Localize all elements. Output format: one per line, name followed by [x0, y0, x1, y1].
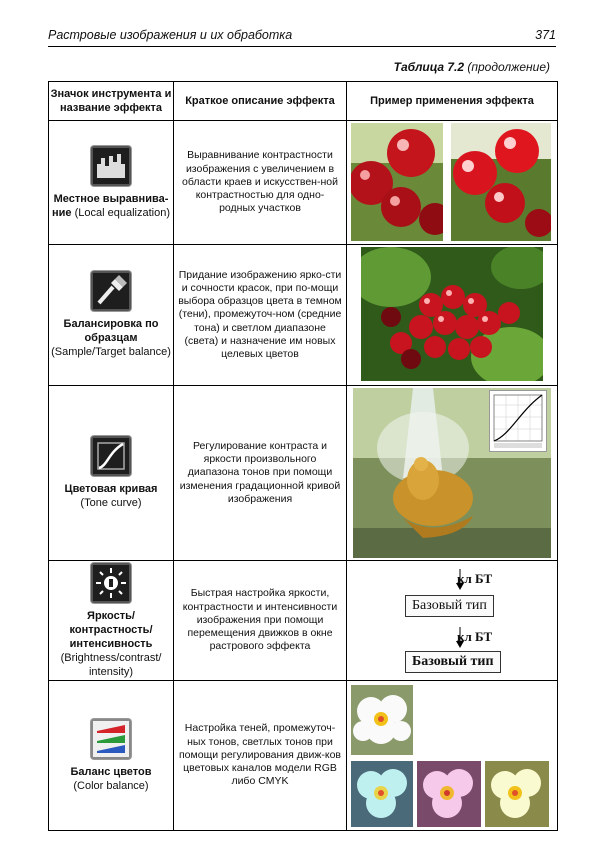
tool-name-en: (Color balance)	[73, 779, 149, 792]
example-cell	[347, 121, 558, 245]
example-cell	[347, 245, 558, 386]
description-cell: Регулирование контраста и яркости произвольного диапазона тонов при помощи изменения градационной кривой изображения	[174, 386, 347, 561]
table-row	[49, 121, 558, 245]
page-number: 371	[535, 28, 556, 42]
example-basetype-2: Базовый тип	[405, 651, 501, 673]
tool-name: Баланс цветов	[70, 765, 152, 778]
header-title: Растровые изображения и их обработка	[48, 28, 293, 42]
running-header	[48, 28, 556, 47]
tool-name: Цветовая кривая	[64, 483, 158, 495]
berries-before-photo	[351, 123, 443, 241]
description-cell: Выравнивание контрастности изображения с увеличением в области краев и искусствен-ной контрастностью для одно-родных участков	[174, 121, 347, 245]
tool-cell	[49, 561, 174, 681]
table-row	[49, 386, 558, 561]
example-cell	[347, 681, 558, 831]
tool-name: Балансировка по образцам	[63, 318, 159, 344]
example-cell	[347, 386, 558, 561]
tool-cell	[49, 386, 174, 561]
berry-cluster-photo	[361, 247, 543, 381]
tool-name-en: (Tone curve)	[80, 497, 142, 509]
flower-yellow-photo	[485, 761, 549, 827]
example-label-top-1: кл БТ	[457, 571, 493, 586]
column-header-example: Пример применения эффекта	[347, 82, 558, 121]
table-row	[49, 681, 558, 831]
column-header-icon: Значок инструмента и название эффекта	[49, 82, 174, 121]
local-equalization-icon	[91, 146, 131, 186]
caption-continued: (продолжение)	[464, 60, 550, 74]
tool-name-en: (Local equalization)	[71, 206, 170, 219]
flower-cyan-photo	[351, 761, 413, 827]
tool-cell	[49, 245, 174, 386]
caption-number: Таблица 7.2	[393, 60, 465, 74]
berries-after-photo	[451, 123, 551, 241]
sample-target-icon	[91, 271, 131, 311]
tone-curve-icon	[91, 436, 131, 476]
table-header-row	[49, 82, 558, 121]
table-row	[49, 245, 558, 386]
brightness-contrast-icon	[91, 563, 131, 603]
tool-cell	[49, 121, 174, 245]
table-row	[49, 561, 558, 681]
tool-name: Местное выравнива-ние	[52, 192, 169, 219]
table-caption	[394, 60, 550, 74]
example-label-top-2: кл БТ	[457, 629, 493, 644]
tone-curve-graph	[489, 390, 547, 452]
effects-table	[48, 81, 558, 831]
description-cell: Придание изображению ярко-сти и сочности красок, при по-мощи выбора образцов цвета в темном (тени), промежуточ-ном (средние тона) и светлом диапазоне (света) и назначение им новых целевых цветов	[174, 245, 347, 386]
example-cell	[347, 561, 558, 681]
tool-cell	[49, 681, 174, 831]
column-header-description: Краткое описание эффекта	[174, 82, 347, 121]
description-cell: Быстрая настройка яркости, контрастности и интенсивности изображения при помощи перемещения движков в окне растрового эффекта	[174, 561, 347, 681]
description-cell: Настройка теней, промежуточ-ных тонов, светлых тонов при помощи регулирования движ-ков цветовых каналов модели RGB либо CMYK	[174, 681, 347, 831]
color-balance-icon	[91, 719, 131, 759]
tool-name: Яркость/ контрастность/ интенсивность	[69, 609, 153, 650]
tool-name-en: (Brightness/contrast/ intensity)	[60, 651, 162, 678]
example-basetype-1: Базовый тип	[405, 595, 494, 617]
tool-name-en: (Sample/Target balance)	[51, 346, 171, 358]
flower-magenta-photo	[417, 761, 481, 827]
flower-original-photo	[351, 685, 413, 755]
